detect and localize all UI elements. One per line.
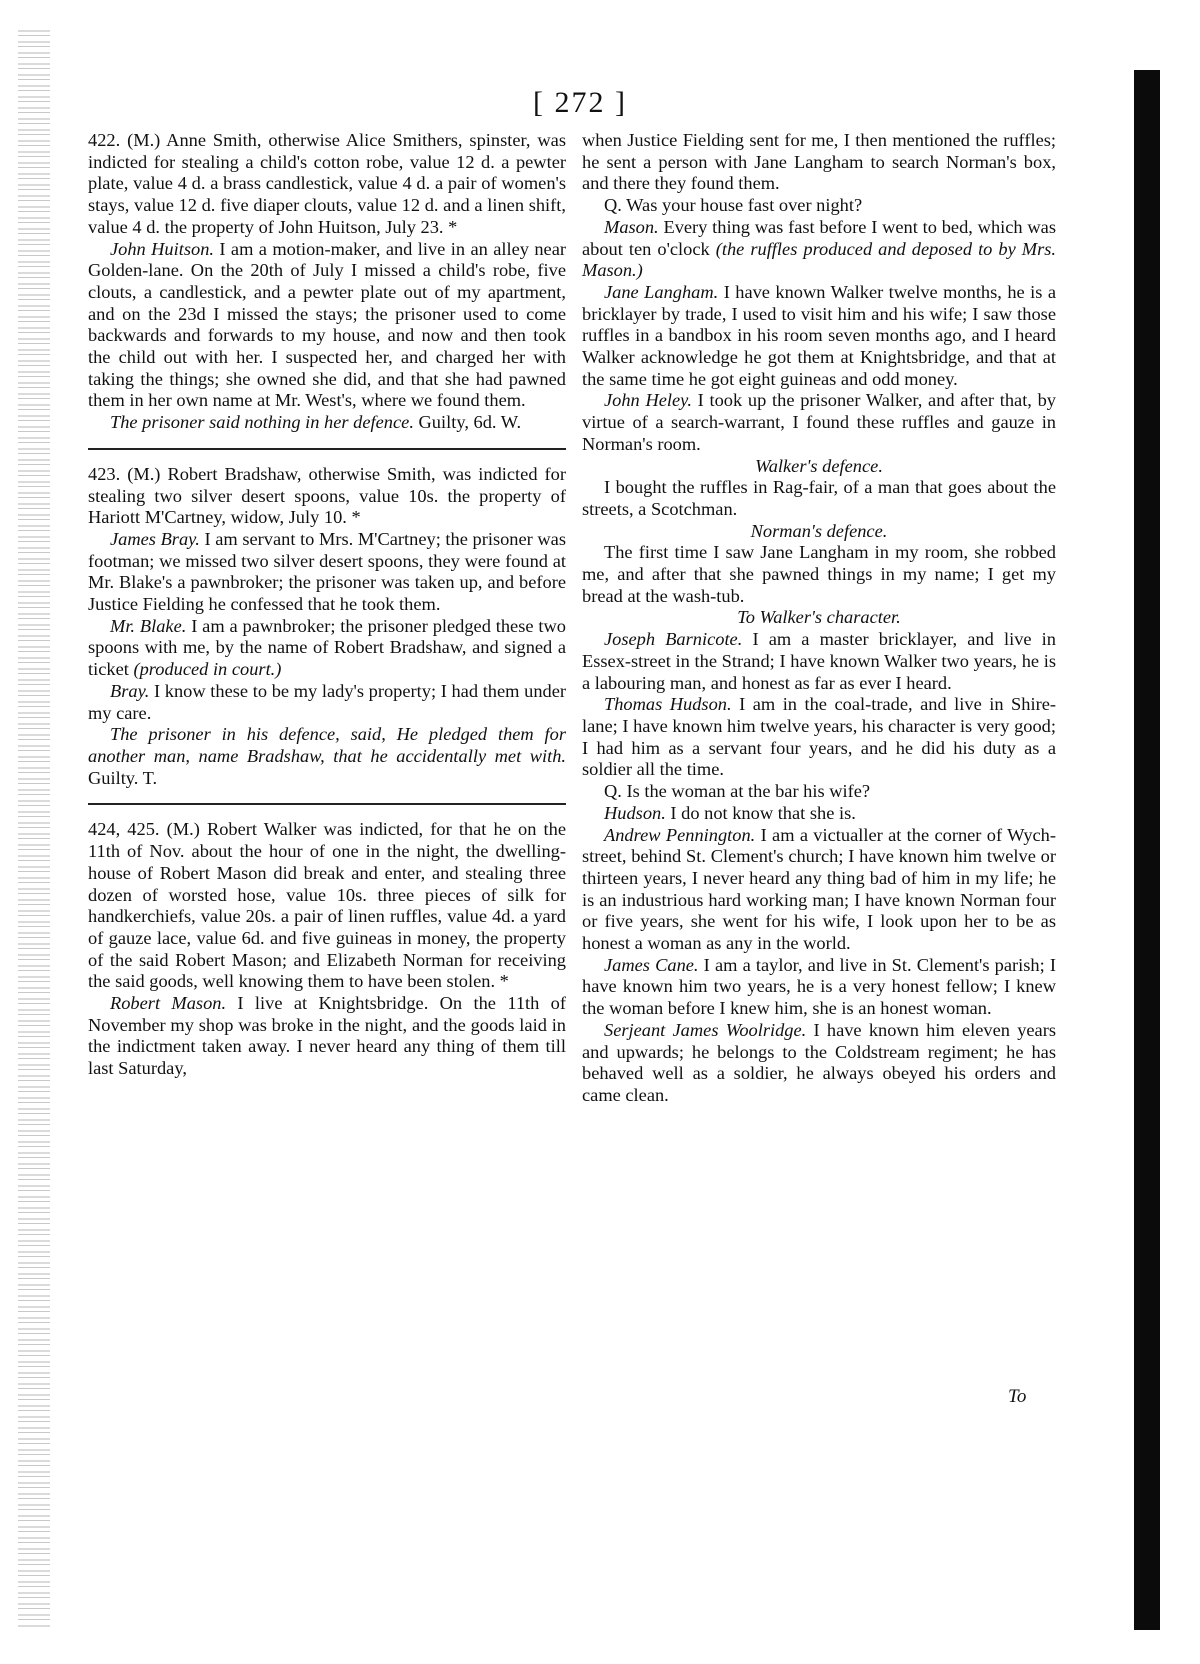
case-423-testimony-blake: Mr. Blake. I am a pawnbroker; the prisoner pledged these two spoons with me, by the name of Robert Bradshaw, and signed a ticket (produced in court.) — [88, 615, 566, 680]
barnicote-testimony: Joseph Barnicote. I am a master bricklayer, and live in Essex-street in the Strand; I have known Walker two years, he is a labouring man, and honest as far as ever I heard. — [582, 629, 1056, 693]
left-column — [88, 130, 566, 1080]
cane-testimony: James Cane. I am a taylor, and live in St. Clement's parish; I have known him two years, he is a very honest fellow; I knew the woman before I knew him, she is an honest woman. — [582, 954, 1056, 1019]
walker-defence: I bought the ruffles in Rag-fair, of a man that goes about the streets, a Scotchman. — [582, 477, 1056, 519]
hudson-answer: Hudson. I do not know that she is. — [604, 802, 856, 823]
walker-defence-heading: Walker's defence. — [755, 455, 883, 476]
case-423-testimony-bray-2: Bray. I know these to be my lady's property; I had them under my care. — [88, 680, 566, 723]
question-house-fast: Q. Was your house fast over night? — [604, 195, 863, 216]
case-422-testimony: John Huitson. I am a motion-maker, and live in an alley near Golden-lane. On the 20th of July I missed a child's robe, five clouts, a candlestick, and a pewter plate out of my apartment, and on the 23d I missed the stays; the prisoner used to come backwards and forwards to my house, and now and then took the child out with her. I suspected her, and charged her with taking the things; she owned she did, and that she had pawned them in her own name at Mr. West's, where we found them. — [88, 238, 567, 411]
question-wife: Q. Is the woman at the bar his wife? — [604, 781, 871, 802]
case-divider — [88, 803, 566, 805]
catchword: To — [1008, 1386, 1027, 1407]
character-heading: To Walker's character. — [737, 607, 901, 628]
case-423-testimony-bray: James Bray. I am servant to Mrs. M'Cartney; the prisoner was footman; we missed two silver desert spoons, they were found at Mr. Blake's a pawnbroker; the prisoner was taken up, and before Justice Fielding he confessed that he took them. — [88, 528, 566, 615]
norman-defence-heading: Norman's defence. — [750, 520, 888, 541]
case-423-heading: 423. (M.) Robert Bradshaw, otherwise Smith, was indicted for stealing two silver desert spoons, value 10s. the property of Hariott M'Cartney, widow, July 10. * — [88, 463, 566, 528]
woolridge-testimony: Serjeant James Woolridge. I have known him eleven years and upwards; he belongs to the Coldstream regiment; he has behaved well as a soldier, he always obeyed his orders and came clean. — [582, 1019, 1057, 1105]
heley-testimony: John Heley. I took up the prisoner Walker, and after that, by virtue of a search-warrant, I found these ruffles and gauze in Norman's room. — [582, 390, 1057, 454]
hudson-testimony: Thomas Hudson. I am in the coal-trade, and live in Shire-lane; I have known him twelve years, his character is very good; I had him as a servant four years, and he did his duty as a soldier all the time. — [582, 694, 1056, 780]
case-422-heading: 422. (M.) Anne Smith, otherwise Alice Smithers, spinster, was indicted for stealing a child's cotton robe, value 12 d. a pewter plate, value 4 d. a brass candlestick, value 4 d. a pair of women's stays, value 12 d. five diaper clouts, value 12 d. and a linen shift, value 4 d. the property of John Huitson, July 23. * — [88, 130, 566, 237]
case-424-heading: 424, 425. (M.) Robert Walker was indicted, for that he on the 11th of Nov. about the hour of one in the night, the dwelling-house of Robert Mason did break and enter, and stealing three dozen of worsted hose, value 10s. three pieces of silk for handkerchiefs, value 20s. a pair of linen ruffles, value 4d. a yard of gauze lace, value 6d. and five guineas in money, the property of the said Robert Mason; and Elizabeth Norman for receiving the said goods, well knowing them to have been stolen. * — [88, 819, 566, 992]
right-column — [582, 130, 1056, 1107]
case-423-verdict: The prisoner in his defence, said, He pledged them for another man, name Bradshaw, that he accidentally met with. Guilty. T. — [88, 724, 566, 788]
langham-testimony: Jane Langham. I have known Walker twelve months, he is a bricklayer by trade, I used to visit him and his wife; I saw those ruffles in a bandbox in his room seven months ago, and I heard Walker acknowledge he got them at Knightsbridge, and that at the same time he got eight guineas and odd money. — [582, 281, 1056, 389]
mason-answer: Mason. Every thing was fast before I went to bed, which was about ten o'clock (the ruffles produced and deposed to by Mrs. Mason.) — [582, 216, 1057, 281]
case-divider — [88, 448, 566, 450]
page-number: [ 272 ] — [533, 86, 627, 119]
scan-edge-bar — [1134, 70, 1160, 1630]
mason-testimony-continued: when Justice Fielding sent for me, I then mentioned the ruffles; he sent a person with Jane Langham to search Norman's box, and there they found them. — [582, 130, 1056, 194]
pennington-testimony: Andrew Pennington. I am a victualler at the corner of Wych-street, behind St. Clement's church; I have known him twelve or thirteen years, I never heard any thing bad of him in my life; he is an industrious hard working man; I have known Norman four or five years, she went for his wife, I look upon her to be as honest a woman as any in the world. — [582, 824, 1056, 954]
case-424-testimony-mason: Robert Mason. I live at Knightsbridge. On the 11th of November my shop was broke in the night, and the goods laid in the indictment taken away. I never heard any thing of them till last Saturday, — [88, 993, 567, 1079]
norman-defence: The first time I saw Jane Langham in my room, she robbed me, and after that she pawned things in my name; I get my bread at the wash-tub. — [582, 542, 1056, 606]
binding-edge — [18, 30, 50, 1630]
case-422-verdict: The prisoner said nothing in her defence. Guilty, 6d. W. — [110, 412, 522, 433]
